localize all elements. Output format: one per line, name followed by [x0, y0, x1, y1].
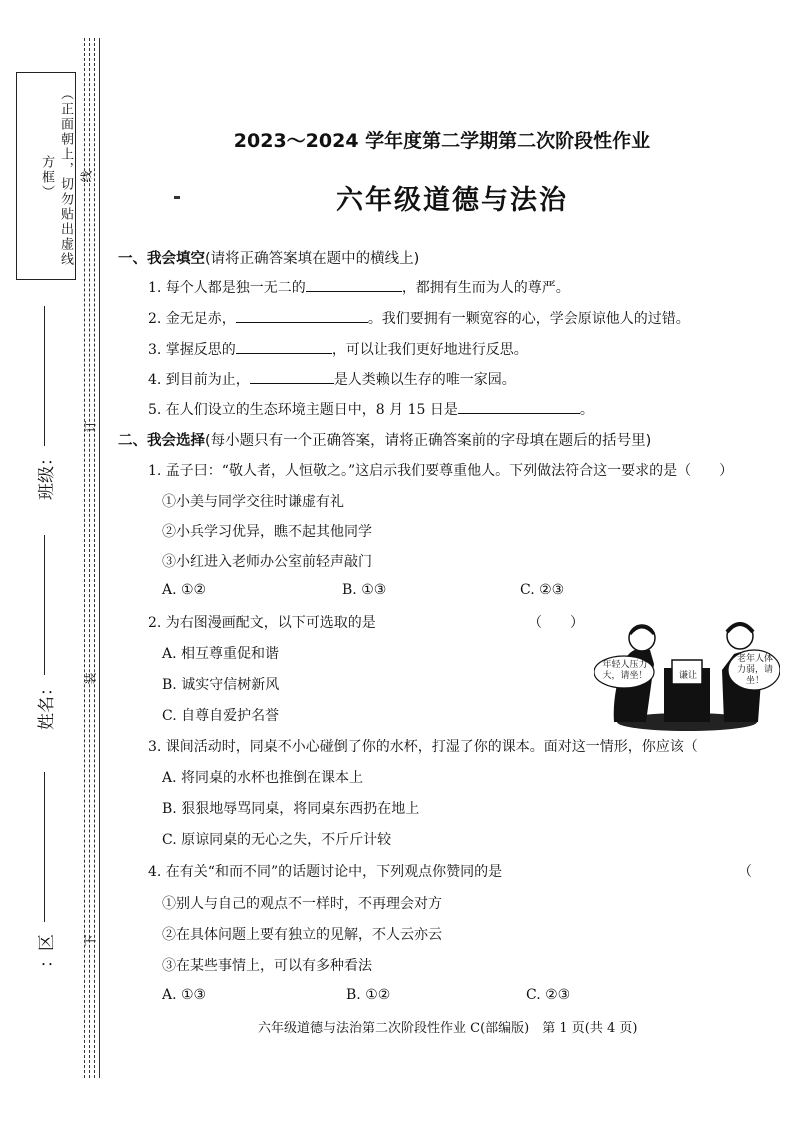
- q4-option-c[interactable]: C. ②③: [526, 987, 571, 1003]
- q4-options: [162, 987, 582, 1007]
- answer-blank-5[interactable]: [458, 400, 580, 414]
- q1-item-1: ①小美与同学交往时谦虚有礼: [162, 494, 344, 510]
- binding-mark-xian: 线: [79, 170, 94, 183]
- q3-option-a[interactable]: A. 将同桌的水杯也推倒在课本上: [162, 770, 364, 786]
- q3-option-b[interactable]: B. 狠狠地辱骂同桌，将同桌东西扔在地上: [162, 801, 420, 817]
- exam-title: 2023～2024 学年度第二学期第二次阶段性作业: [233, 130, 651, 152]
- fill-question-5: 5. 在人们设立的生态环境主题日中，8 月 15 日是 。: [148, 402, 594, 418]
- binding-mark-ding: 订: [83, 420, 98, 433]
- choice-question-2-stem: 2. 为右图漫画配文，以下可选取的是: [148, 615, 376, 631]
- q1-item-3: ③小红进入老师办公室前轻声敲门: [162, 554, 372, 570]
- sticker-note-box: [16, 72, 76, 280]
- q4-option-a[interactable]: A. ①③: [162, 987, 207, 1003]
- q2-option-c[interactable]: C. 自尊自爱护名誉: [162, 708, 280, 724]
- subject-title: 六年级道德与法治: [336, 185, 568, 216]
- q1-options: [162, 582, 582, 602]
- q1-item-2: ②小兵学习优异，瞧不起其他同学: [162, 524, 372, 540]
- cartoon-sign: 谦让: [678, 671, 697, 681]
- answer-blank-1[interactable]: [306, 278, 402, 292]
- q2-option-a[interactable]: A. 相互尊重促和谐: [162, 646, 280, 662]
- answer-blank-2[interactable]: [236, 309, 368, 323]
- sticker-note: （正面朝上，切勿贴出虚线方框）: [39, 87, 73, 267]
- q1-option-c[interactable]: C. ②③: [520, 582, 565, 598]
- seat-blank[interactable]: [44, 772, 45, 922]
- q4-item-2: ②在具体问题上要有独立的见解，不人云亦云: [162, 927, 442, 943]
- q1-option-a[interactable]: A. ①②: [162, 582, 207, 598]
- page-footer: 六年级道德与法治第二次阶段性作业 C(部编版) 第 1 页(共 4 页): [258, 1021, 638, 1036]
- fill-question-4: 4. 到目前为止， 是人类赖以生存的唯一家园。: [148, 372, 516, 388]
- choice-question-3-stem: 3. 课间活动时，同桌不小心碰倒了你的水杯，打湿了你的课本。面对这一情形，你应该（: [148, 739, 698, 755]
- cartoon-right-bubble: 老年人体力弱，请坐！: [736, 654, 773, 686]
- class-blank[interactable]: [44, 306, 45, 446]
- seat-label: ：区: [37, 934, 57, 968]
- name-blank[interactable]: [44, 535, 45, 675]
- q4-item-3: ③在某些事情上，可以有多种看法: [162, 958, 372, 974]
- q4-answer-bracket[interactable]: （: [738, 864, 752, 880]
- class-label: 班级：: [37, 449, 57, 500]
- binding-mark-zhuang: 装: [83, 672, 98, 685]
- fill-question-1: 1. 每个人都是独一无二的 ，都拥有生而为人的尊严。: [148, 280, 570, 296]
- choice-question-4-stem: 4. 在有关“和而不同”的话题讨论中，下列观点你赞同的是: [148, 864, 503, 880]
- section1-heading: 一、我会填空(请将正确答案填在题中的横线上): [118, 251, 420, 267]
- q2-option-b[interactable]: B. 诚实守信树新风: [162, 677, 280, 693]
- cartoon-illustration: [594, 614, 780, 732]
- section2-heading: 二、我会选择(每小题只有一个正确答案，请将正确答案前的字母填在题后的括号里): [118, 433, 652, 449]
- q3-option-c[interactable]: C. 原谅同桌的无心之失，不斤斤计较: [162, 832, 392, 848]
- cartoon-left-bubble: 年轻人压力大，请坐！: [602, 660, 648, 681]
- q1-option-b[interactable]: B. ①③: [342, 582, 387, 598]
- fill-question-3: 3. 掌握反思的 ，可以让我们更好地进行反思。: [148, 342, 528, 358]
- q4-option-b[interactable]: B. ①②: [346, 987, 391, 1003]
- binding-mark-xia: 下: [83, 934, 98, 947]
- q4-item-1: ①别人与自己的观点不一样时，不再理会对方: [162, 896, 442, 912]
- answer-blank-4[interactable]: [250, 370, 334, 384]
- choice-question-1-stem: 1. 孟子曰：“敬人者，人恒敬之。”这启示我们要尊重他人。下列做法符合这一要求的是（ ）: [148, 463, 734, 479]
- answer-blank-3[interactable]: [236, 340, 332, 354]
- q2-answer-bracket[interactable]: （ ）: [528, 615, 584, 631]
- fill-question-2: 2. 金无足赤， 。我们要拥有一颗宽容的心，学会原谅他人的过错。: [148, 311, 690, 327]
- name-label: 姓名：: [37, 679, 57, 730]
